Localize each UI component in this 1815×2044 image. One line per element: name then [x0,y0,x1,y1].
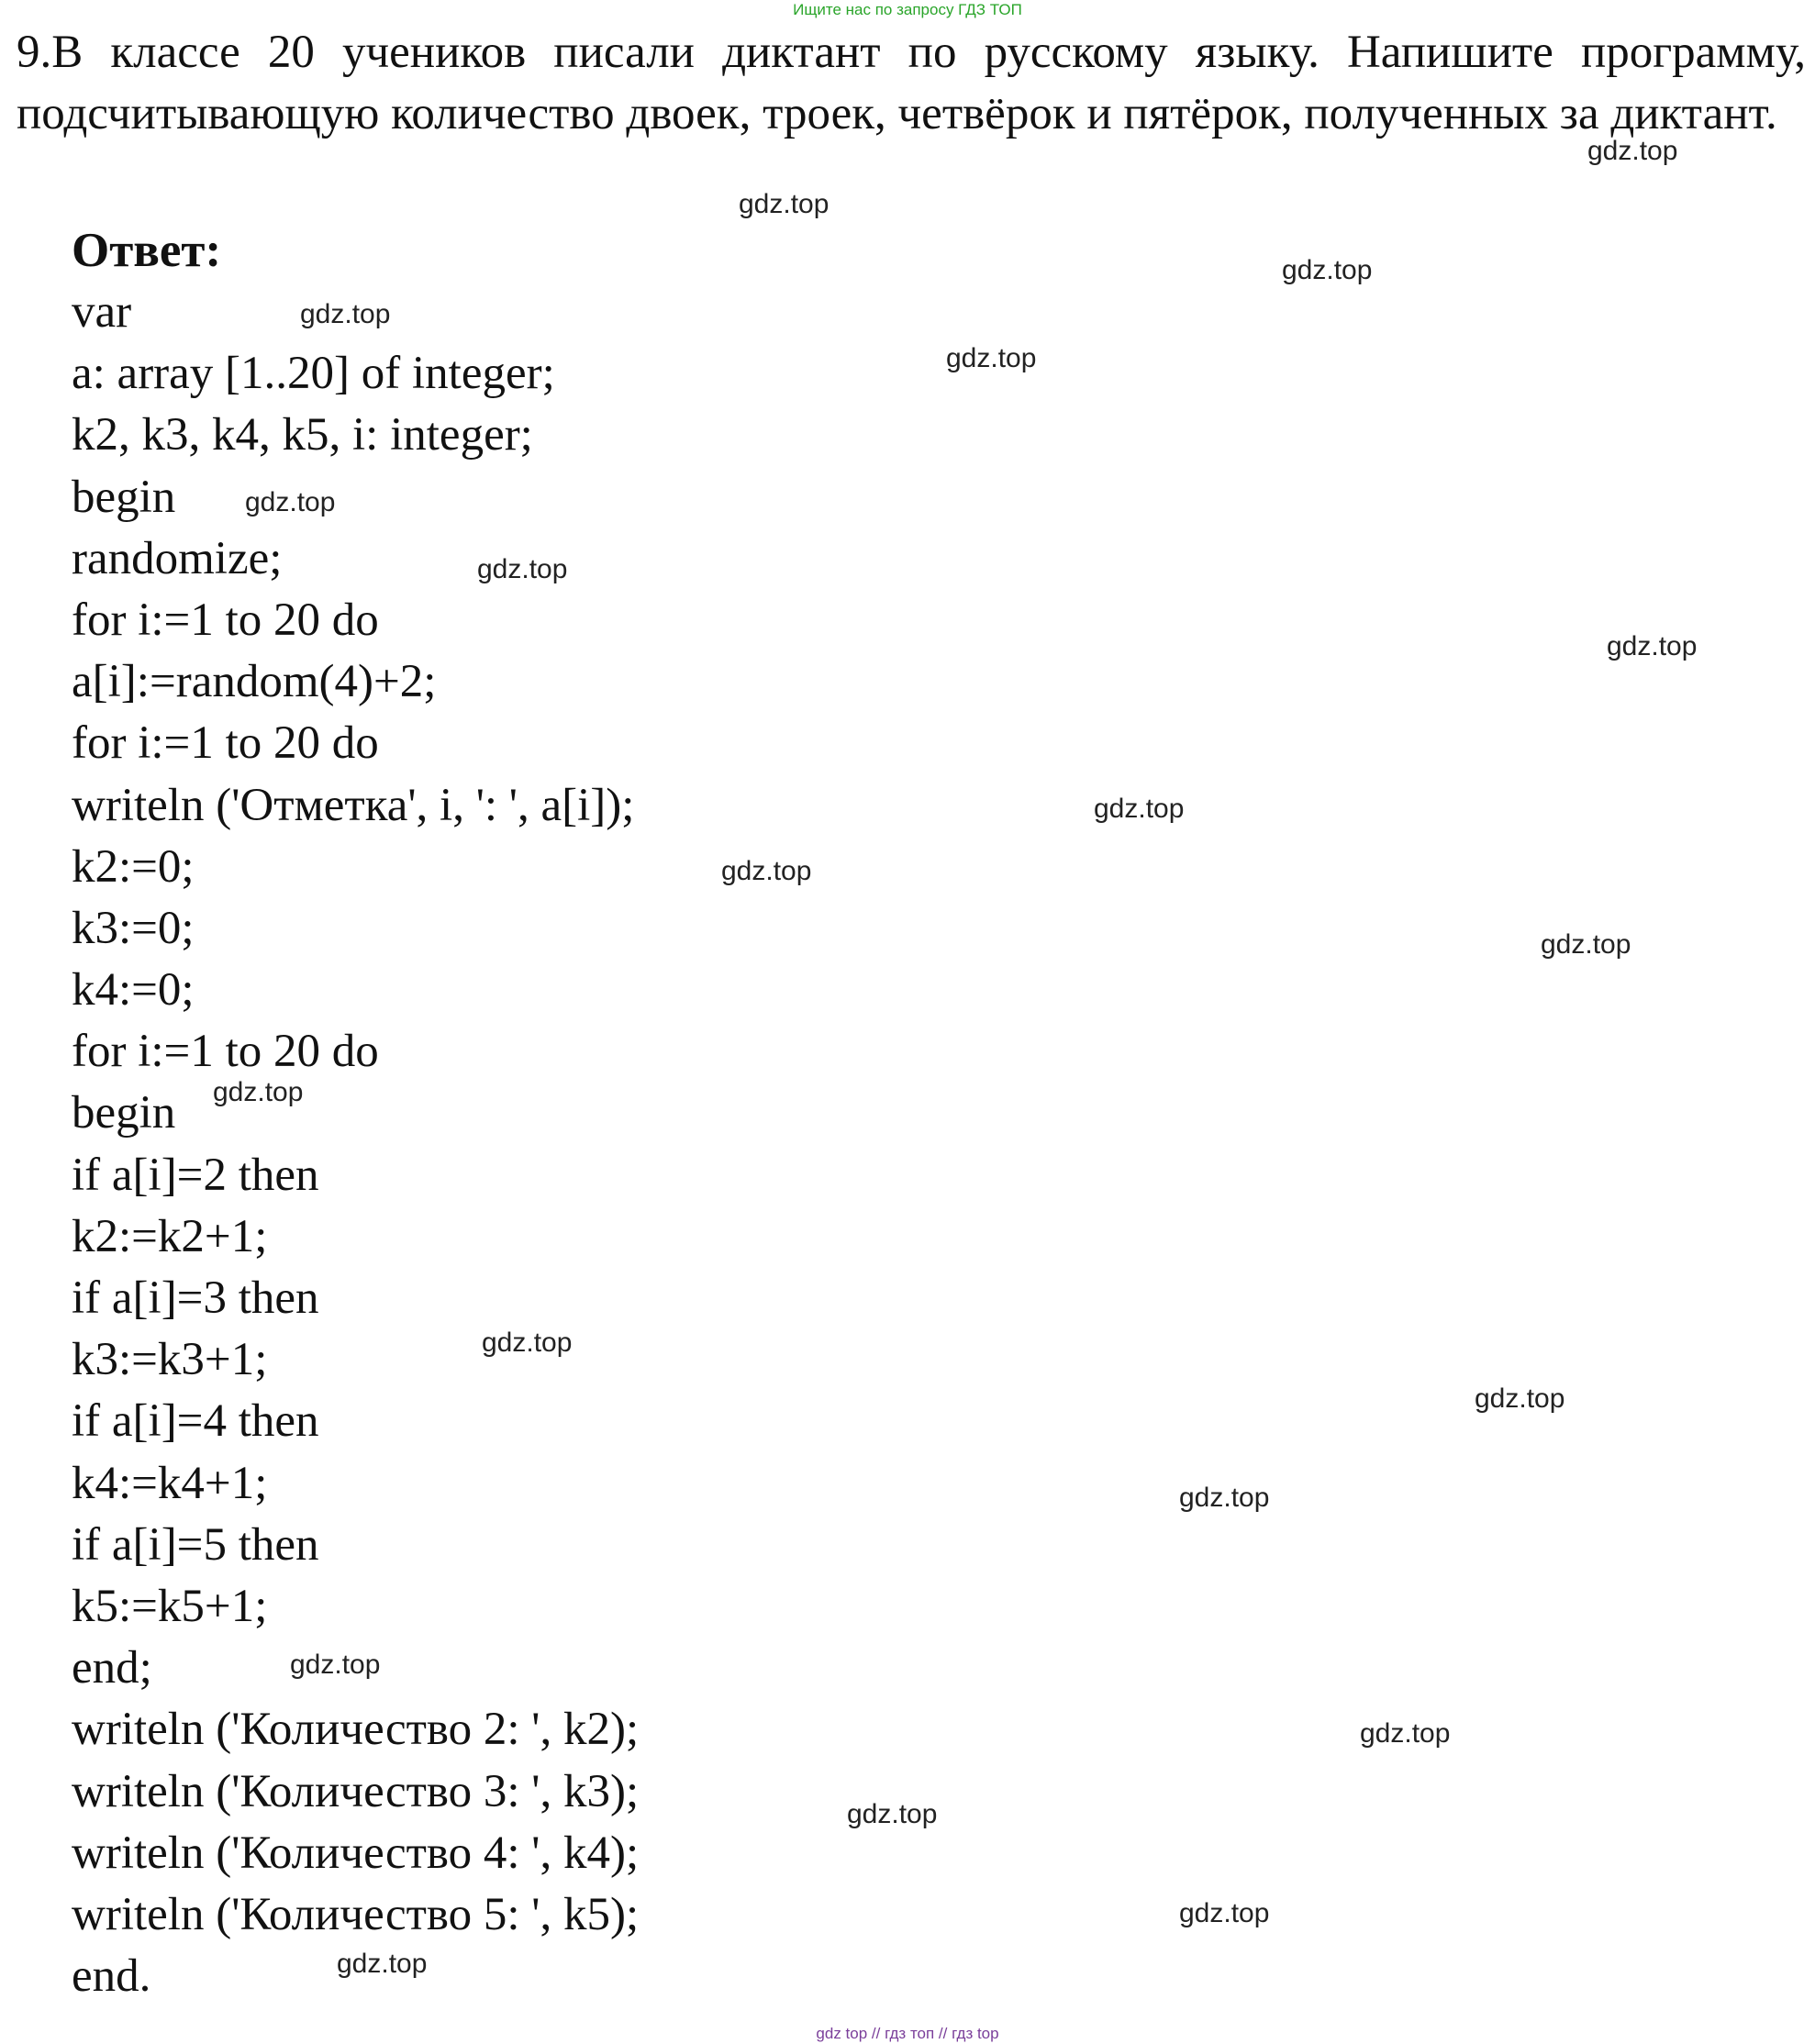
code-line: a[i]:=random(4)+2; [72,656,437,708]
code-line: k2:=k2+1; [72,1210,268,1262]
code-line: writeln ('Количество 3: ', k3); [72,1765,640,1817]
code-line: for i:=1 to 20 do [72,717,379,770]
task-statement: 9.В классе 20 учеников писали диктант по русскому языку. Напишите программу, подсчитывающую количество двоек, троек, четвёрок и пятёрок, полученных за диктант. [17,27,1806,139]
code-line: writeln ('Отметка', i, ': ', a[i]); [72,779,635,831]
watermark: gdz.top [847,1799,938,1829]
watermark: gdz.top [1179,1483,1270,1513]
watermark: gdz.top [337,1949,428,1979]
code-line: for i:=1 to 20 do [72,1026,379,1078]
watermark: gdz.top [300,299,391,329]
code-line: randomize; [72,532,283,584]
watermark: gdz.top [290,1650,381,1680]
code-line: begin [72,471,176,523]
code-line: for i:=1 to 20 do [72,594,379,646]
watermark: gdz.top [1094,794,1185,824]
code-line: var [72,286,132,338]
code-line: k2, k3, k4, k5, i: integer; [72,409,533,461]
code-line: k2:=0; [72,840,195,893]
code-line: k3:=0; [72,902,195,954]
code-line: if a[i]=4 then [72,1395,319,1448]
watermark: gdz.top [477,554,568,584]
code-line: writeln ('Количество 4: ', k4); [72,1827,640,1879]
watermark: gdz.top [1179,1898,1270,1928]
code-line: end. [72,1950,151,2003]
code-line: begin [72,1087,176,1139]
code-line: writeln ('Количество 2: ', k2); [72,1704,640,1756]
code-line: a: array [1..20] of integer; [72,348,555,400]
code-line: writeln ('Количество 5: ', k5); [72,1888,640,1940]
code-line: k4:=0; [72,964,195,1016]
code-line: k3:=k3+1; [72,1334,268,1386]
top-banner: Ищите нас по запросу ГДЗ ТОП [793,1,1022,18]
watermark: gdz.top [739,189,830,219]
footer-watermark: gdz top // гдз топ // гдз top [816,2025,999,2042]
watermark: gdz.top [1282,255,1373,285]
watermark: gdz.top [1360,1718,1451,1749]
watermark: gdz.top [245,487,336,517]
watermark: gdz.top [946,343,1037,373]
answer-label: Ответ: [72,224,222,277]
code-listing [72,282,639,2007]
code-line: if a[i]=5 then [72,1518,319,1571]
watermark: gdz.top [482,1327,573,1358]
code-line: k4:=k4+1; [72,1457,268,1509]
code-line: if a[i]=3 then [72,1272,319,1324]
watermark: gdz.top [1475,1383,1565,1414]
watermark: gdz.top [213,1077,304,1107]
watermark: gdz.top [1587,136,1678,166]
watermark: gdz.top [721,856,812,886]
code-line: if a[i]=2 then [72,1149,319,1201]
code-line: end; [72,1642,152,1694]
watermark: gdz.top [1541,929,1631,960]
code-line: k5:=k5+1; [72,1580,268,1632]
watermark: gdz.top [1607,631,1698,661]
